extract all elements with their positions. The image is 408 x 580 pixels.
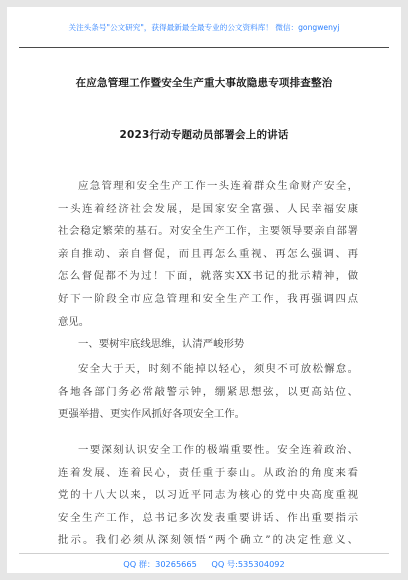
paragraph-line: 亲自推动、亲自督促，而且再怎么重视、再怎么强调、再 — [58, 247, 358, 260]
paragraph-line: 社会稳定繁荣的基石。对安全生产工作，主要领导要亲自部署 — [58, 225, 358, 238]
section-heading-1 — [58, 333, 358, 356]
header-divider — [19, 47, 389, 48]
footer-qq-group: QQ 群：30265665 — [123, 559, 197, 569]
paragraph-line: 一要深刻认识安全工作的极端重要性。安全连着政治、 — [78, 444, 358, 456]
document-page — [7, 7, 401, 573]
paragraph-line: 安全大于天，时刻不能掉以轻心，须臾不可放松懈怠。 — [78, 363, 358, 375]
footer-contact — [7, 559, 401, 570]
section-heading-text: 一、要树牢底线思维，认清严峻形势 — [78, 338, 245, 350]
paragraph-line: 意见。 — [58, 315, 90, 328]
paragraph-line: 安全生产工作，总书记多次发表重要讲话、作出重要指示 — [58, 511, 358, 524]
paragraph-intro — [58, 175, 358, 333]
footer-qq-number: QQ 号:535304092 — [211, 559, 285, 569]
paragraph-line: 党的十八大以来，以习近平同志为核心的党中央高度重视 — [58, 489, 358, 502]
paragraph-line: 各地各部门务必常敲警示钟，绷紧思想弦，以更高站位、 — [58, 385, 358, 398]
paragraph-importance — [58, 439, 358, 552]
paragraph-line: 更强举措、更实作风抓好各项安全工作。 — [58, 408, 246, 421]
footer-divider — [19, 553, 389, 554]
paragraph-line: 一头连着经济社会发展，是国家安全富强、人民幸福安康 — [58, 202, 358, 215]
document-title-line-1: 在应急管理工作暨安全生产重大事故隐患专项排查整治 — [75, 77, 333, 89]
paragraph-line: 好下一阶段全市应急管理和安全生产工作，我再强调四点 — [58, 292, 358, 305]
paragraph-line: 连着发展、连着民心，责任重于泰山。从政治的角度来看 — [58, 466, 358, 479]
document-title-line-2: 2023行动专题动员部署会上的讲话 — [119, 129, 289, 141]
paragraph-line: 应急管理和安全生产工作一头连着群众生命财产安全， — [78, 180, 358, 192]
paragraph-safety — [58, 358, 358, 426]
paragraph-line: 怎么督促都不为过！下面，就落实XX书记的批示精神，做 — [58, 270, 358, 283]
paragraph-line: 批示。我们必须从深刻领悟“两个确立”的决定性意义、 — [58, 534, 358, 547]
header-banner: 关注头条号"公文研究"，获得最新最全最专业的公文资料库！ 微信：gongwenyj — [68, 23, 340, 32]
